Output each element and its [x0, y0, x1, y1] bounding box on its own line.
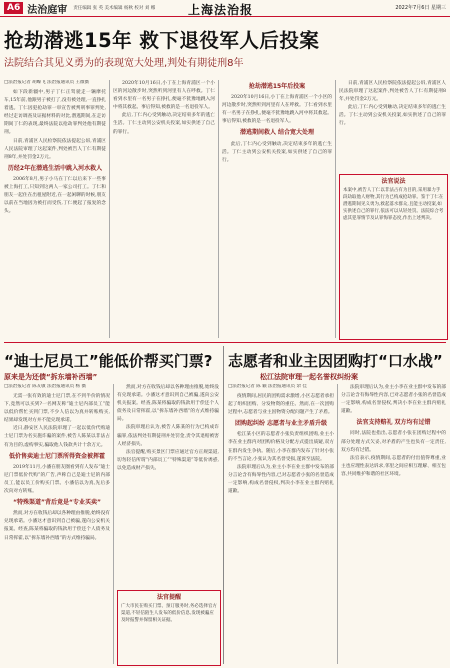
story-divider: [223, 346, 224, 664]
story2-column-2: [117, 384, 219, 584]
lead-subheadline: 法院结合其见义勇为的表现宽大处理,判处有期徒刑8年: [4, 58, 244, 69]
section-title: 法治庭审: [27, 4, 68, 16]
story3-paragraph: 疫情期间,居民的团购需求激增,小区志愿者承担起了组织团购、分发物资的重任。然而,在一次团购过程中,志愿者与业主因物资分配问题产生了矛盾。: [228, 394, 334, 416]
editors-credit: 责任编辑 张 英 美术编辑 杨秋 校对 刘 娜: [73, 6, 156, 11]
lead-sidebar-box: [339, 174, 448, 340]
column-divider: [109, 80, 110, 338]
story3-headline: 志愿者和业主因团购打“口水战”: [228, 352, 443, 370]
story3-paragraph: 同时,法院也指出,志愿者小张在团购过程中的部分处理方式欠妥,对矛盾的产生也负有一定责任,双方均有过错。: [341, 431, 446, 453]
story3-paragraph: 松江某小区的志愿者小张负责组织团购,业主小李在业主群内对团购价格及分配方式提出质疑,双方在群内发生争执。随后,小李在群内发布了针对小张的不当言论,小张认为其名誉受损,遂诉至法院。: [228, 432, 334, 462]
story3-subheadline: 松江法院审理一起名誉权纠纷案: [260, 373, 358, 381]
lead-paragraph: 2020年10月16日,小丁在上海青浦区一个小区的河边散步时,突然听到河里有人在呼救。丁仁看到水里有一名男子在挣扎,便毫不犹豫地跳入河中将其救起。事后得知,被救的是一名退役军人。: [113, 81, 215, 111]
story2-headline: “迪士尼员工”能低价帮买门票?: [4, 352, 213, 370]
story3-byline: □法治报记者 陈 颖 法治报通讯员 余 佳: [228, 384, 307, 389]
story2-paragraph: 然而,对方在收钱后却以各种理由推脱,始终没有兑现承诺。小潘这才意识到自己被骗,遂向公安机关报案。经查,陈某将骗取的钱款用于偿还个人债务及日常挥霍,以“拆东墙补西墙”的方式维持骗局。: [4, 511, 110, 541]
tip-box-title: 法官提醒: [156, 594, 181, 601]
column-divider: [335, 80, 336, 338]
column-divider: [218, 80, 219, 338]
story2-subhead: 低价售卖迪士尼门票所得资金被挥霍: [8, 452, 105, 460]
lead-subhead: 潜逃期间救人 结合宽大处理: [239, 129, 315, 137]
lead-paragraph: 如下段新疆中,男子丁仁正驾驶走一辆摩托车,15年前,他跟男子被打了,没有被处理,一直挣扎着逃。丁仁因犯抢劫罪一审宣告被判刑事罪判处,经过走访调查及证据材料的对比,潜逃期间,在走访期间丁仁的表现,最终法院以抢劫罪判处他有期徒刑。: [4, 90, 106, 136]
story2-subheadline: 原来是为还债“拆东墙补西墙”: [4, 373, 98, 381]
sidebar-box-text: 本案中,被告人丁仁以非法占有为目的,采用暴力手段劫取他人财物,其行为已构成抢劫罪。鉴于丁仁在潜逃期间见义勇为,救起落水群众,且能主动投案,如实供述自己的罪行,依法可以从轻处罚。法院综合考虑其犯罪情节及认罪悔罪态度,作出上述判决。: [343, 188, 444, 221]
tip-box-text: 广大市民在购买门票、预订服务时,务必选择官方渠道,不轻信陌生人发布的低价信息,发现被骗应及时报警并保留相关证据。: [121, 604, 217, 623]
lead-column-4: [339, 80, 446, 170]
newspaper-masthead: 上海法治报: [188, 3, 254, 17]
story3-paragraph: 法院审理后认为,业主小李在业主群中发布的部分言论含有侮辱性内容,已对志愿者小张的名誉造成一定影响,构成名誉侵权,判决小李在业主群内赔礼道歉。: [228, 464, 334, 495]
story3-paragraph: 法院审理后认为,业主小李在业主群中发布的部分言论含有侮辱性内容,已对志愿者小张的名誉造成一定影响,构成名誉侵权,判决小李在业主群内赔礼道歉。: [341, 385, 446, 415]
story3-column-2: [341, 384, 446, 664]
story2-paragraph: 法院审理后认为,被告人陈某的行为已构成诈骗罪,依法判处有期徒刑并处罚金,责令其退赔被害人经济损失。: [117, 425, 219, 447]
lead-column-3: [222, 80, 332, 338]
section-divider: [4, 342, 446, 343]
story3-column-1: [228, 384, 334, 664]
column-divider: [337, 384, 338, 664]
story2-column-1: [4, 384, 110, 664]
story3-subhead: 团购起纠纷 志愿者与业主矛盾升级: [234, 420, 328, 428]
story2-subhead: “特殊渠道”背后竟是“专业买卖”: [13, 499, 101, 507]
lead-paragraph: 2006年8月,男子小马在丁仁以后来下一些事被上海打工,只知到这两人一家公司打工。丁仁和朋友一起住在出租屋附近,在一起闲聊的时候,朋友以前在当地因为被打而受伤,丁仁便起了报复的念头。: [4, 176, 106, 215]
story2-paragraph: 近日,静安区人民法院审理了一起以低价代购迪士尼门票为名实施诈骗的案件,被告人陈某以非法占有为目的,虚构事实,骗取他人钱款共计十余万元。: [4, 426, 110, 448]
story3-paragraph: 法官表示,疫情期间,志愿者的付出值得尊重,业主也应理性表达诉求,邻里之间应相互理解、相互包容,共同维护和谐的社区环境。: [341, 455, 446, 477]
lead-column-2: [113, 80, 215, 338]
lead-paragraph: 日前,青浦区人民检察院依法提起公诉,青浦区人民法院审理了这起案件,判处被告人丁仁有期徒刑8年,并处罚金2万元。: [339, 81, 446, 103]
story3-subhead: 法官支持赔礼 双方均有过错: [356, 419, 431, 427]
lead-column-1: [4, 80, 106, 338]
story2-paragraph: 无需一张有效的迪士尼门票,在不到半价的情况下,竟然可以买到?一名网友称“迪士尼内部员工”能以低价帮忙买到门票,不少人信以为真并转账购买,结果却发现对方并不能兑现承诺。: [4, 394, 110, 424]
lead-paragraph: 此后,丁仁内心受到触动,决定结束多年的逃亡生活。丁仁主动到公安机关投案,如实供述了自己的罪行。: [339, 105, 446, 127]
story2-byline: □法治报记者 陈友敏 法治报通讯员 杨 薇: [4, 384, 86, 389]
lead-paragraph: 此后,丁仁内心受到触动,决定结束多年的逃亡生活。丁仁主动到公安机关投案,如实供述了自己的罪行。: [222, 141, 332, 163]
lead-byline: □法治报记者 胡蝶飞 法治报通讯员 王薇薇: [4, 80, 90, 85]
lead-headline: 抢劫潜逃15年 救下退役军人后投案: [4, 29, 320, 52]
issue-date: 2022年7月6日 星期三: [395, 5, 446, 11]
sidebar-box-title: 法官说法: [381, 178, 406, 185]
lead-paragraph: 2020年10月16日,小丁在上海青浦区一个小区的河边散步时,突然听到河里有人在呼救。丁仁看到水里有一名男子在挣扎,便毫不犹豫地跳入河中将其救起。事后得知,被救的是一名退役军人。: [222, 95, 332, 125]
page-number-badge: A6: [4, 2, 23, 14]
lead-subhead: 历经2年在潜逃生活中跳入河水救人: [7, 164, 103, 172]
story2-paragraph: 2019年11月,小潘在朋友圈看到有人发布“迪士尼门票低价代购”的广告,声称自己是迪士尼的内部员工,能以员工价购买门票。小潘信以为真,先后多次向对方转账。: [4, 464, 110, 495]
column-divider: [113, 384, 114, 664]
story2-paragraph: 法官提醒,购买景区门票应通过官方正规渠道,切勿轻信所谓“内部员工”“特殊渠道”等低价诱惑,以免造成财产损失。: [117, 449, 219, 471]
lead-subhead: 抢劫潜逃15年后投案: [248, 83, 306, 90]
story2-paragraph: 然而,对方在收钱后却以各种理由推脱,始终没有兑现承诺。小潘这才意识到自己被骗,遂向公安机关报案。经查,陈某将骗取的钱款用于偿还个人债务及日常挥霍,以“拆东墙补西墙”的方式维持骗局。: [117, 385, 219, 423]
lead-paragraph: 此后,丁仁内心受到触动,决定结束多年的逃亡生活。丁仁主动到公安机关投案,如实供述了自己的罪行。: [113, 113, 215, 135]
lead-paragraph: 日前,青浦区人民检察院依法提起公诉,青浦区人民法院审理了这起案件,判处被告人丁仁有期徒刑8年,并处罚金2万元。: [4, 138, 106, 160]
story2-tip-box: [117, 590, 221, 666]
